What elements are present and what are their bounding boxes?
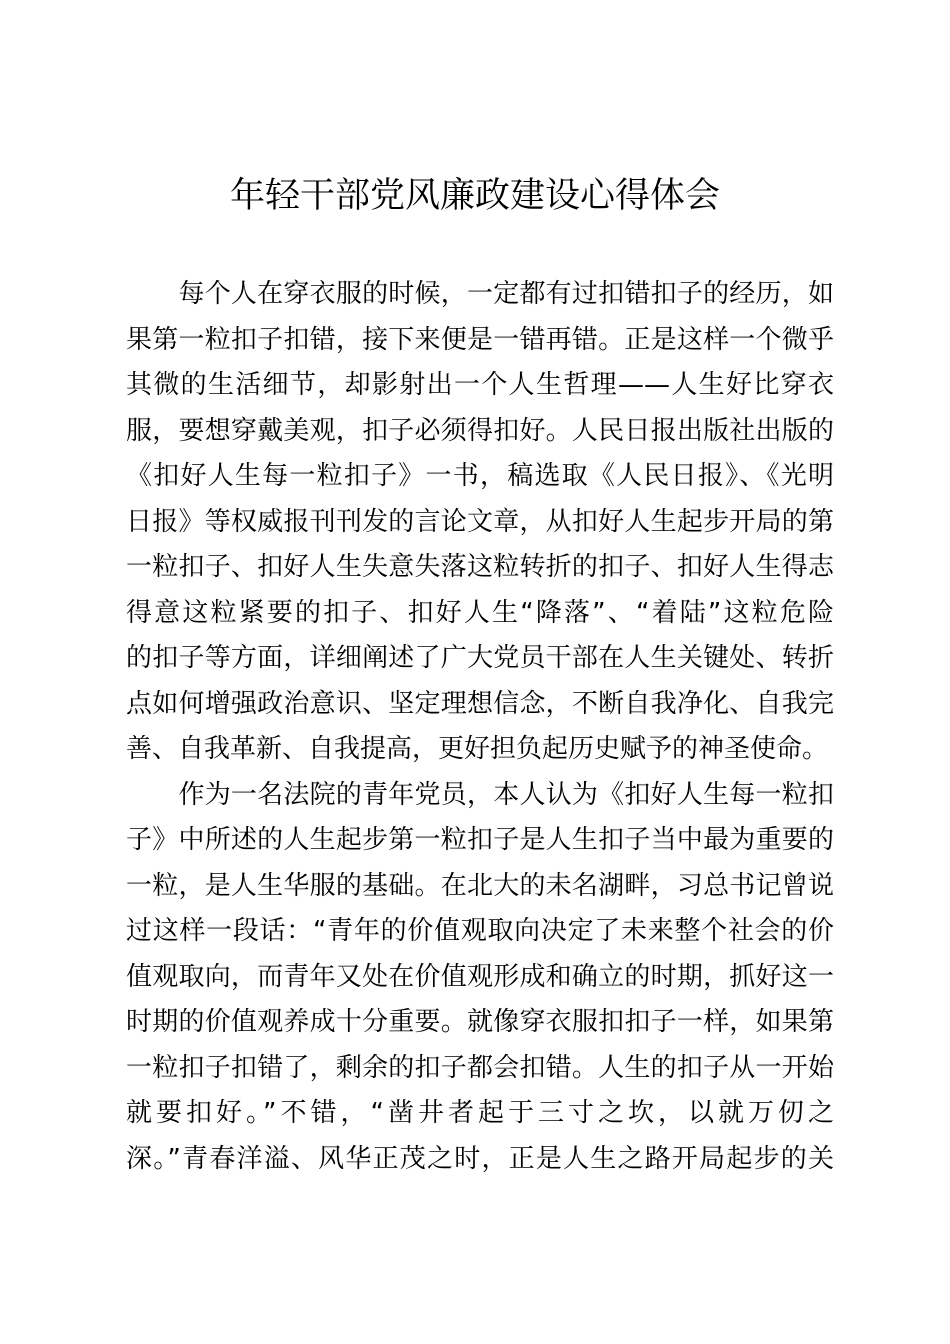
text-line: 就要扣好。”不错，“凿井者起于三寸之坎，以就万仞之 [126,1098,834,1128]
text-line: 一粒扣子、扣好人生失意失落这粒转折的扣子、扣好人生得志 [126,552,834,582]
text-line: 值观取向，而青年又处在价值观形成和确立的时期，抓好这一 [126,961,834,992]
text-line: 每个人在穿衣服的时候，一定都有过扣错扣子的经历，如 [126,279,834,309]
text-line: 服，要想穿戴美观，扣子必须得扣好。人民日报出版社出版的 [126,415,834,446]
text-line: 点如何增强政治意识、坚定理想信念，不断自我净化、自我完 [126,688,834,719]
text-line: 《扣好人生每一粒扣子》一书，稿选取《人民日报》、《光明 [126,461,834,491]
paragraph-2 [126,773,834,1183]
document-body [126,272,834,1182]
text-line: 日报》等权威报刊刊发的言论文章，从扣好人生起步开局的第 [126,506,834,537]
text-line: 过这样一段话：“青年的价值观取向决定了未来整个社会的价 [126,916,834,946]
text-line: 得意这粒紧要的扣子、扣好人生“降落”、“着陆”这粒危险 [126,597,834,628]
text-line: 时期的价值观养成十分重要。就像穿衣服扣扣子一样，如果第 [126,1007,834,1037]
text-line: 子》中所述的人生起步第一粒扣子是人生扣子当中最为重要的 [126,825,834,855]
text-line: 一粒扣子扣错了，剩余的扣子都会扣错。人生的扣子从一开始 [126,1052,834,1083]
text-line: 果第一粒扣子扣错，接下来便是一错再错。正是这样一个微乎 [126,324,834,355]
paragraph-1 [126,272,834,773]
text-line: 善、自我革新、自我提高，更好担负起历史赋予的神圣使命。 [126,734,829,764]
document-title: 年轻干部党风廉政建设心得体会 [229,176,720,216]
text-line: 深。”青春洋溢、风华正茂之时，正是人生之路开局起步的关 [126,1143,834,1174]
text-line: 一粒，是人生华服的基础。在北大的未名湖畔，习总书记曾说 [126,870,834,901]
text-line: 的扣子等方面，详细阐述了广大党员干部在人生关键处、转折 [126,643,834,673]
text-line: 其微的生活细节，却影射出一个人生哲理——人生好比穿衣 [126,370,834,400]
text-line: 作为一名法院的青年党员，本人认为《扣好人生每一粒扣 [126,779,834,810]
